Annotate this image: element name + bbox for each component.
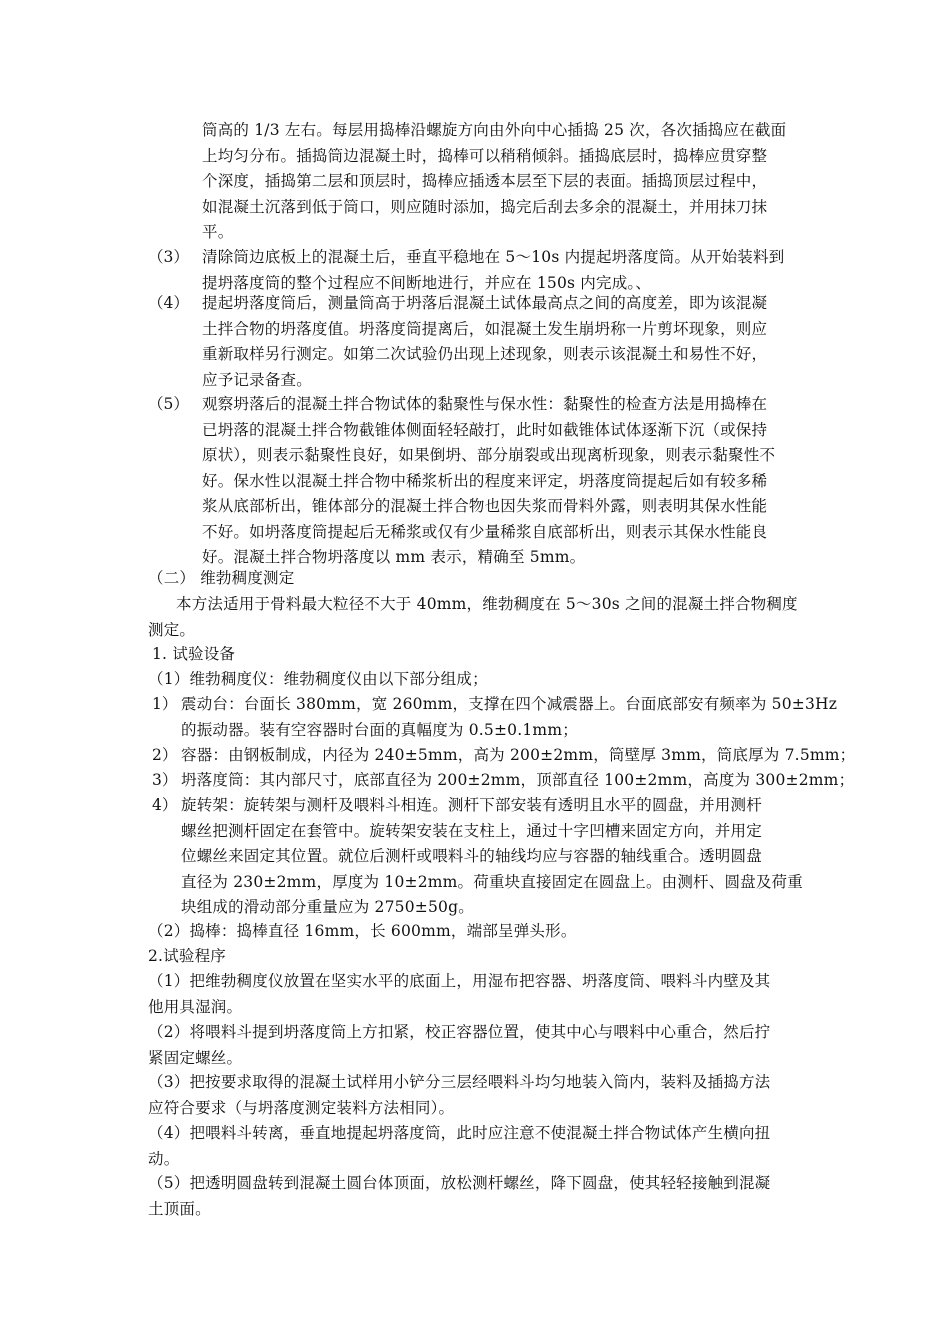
item-3-number: （3）: [148, 248, 189, 266]
text-line: 上均匀分布。插捣筒边混凝土时，捣棒可以稍稍倾斜。插捣底层时，捣棒应贯穿整: [202, 146, 768, 165]
sub-item-4-text: [181, 793, 803, 921]
text-line: 螺丝把测杆固定在套管中。旋转架安装在支柱上，通过十字凹槽来固定方向，并用定: [181, 821, 762, 840]
item-5-text: [202, 392, 775, 571]
text-line: 的振动器。装有空容器时台面的真幅度为 0.5±0.1mm；: [181, 720, 578, 739]
item-3-text: [202, 245, 784, 296]
text-line: 坍落度筒：其内部尺寸，底部直径为 200±2mm，顶部直径 100±2mm，高度为 300±2mm；: [181, 771, 855, 789]
item-2-continuation: [202, 118, 786, 246]
text-line: 提坍落度筒的整个过程应不间断地进行，并应在 150s 内完成。、: [202, 273, 652, 292]
text-line: 如混凝土沉落到低于筒口，则应随时添加，捣完后刮去多余的混凝土，并用抹刀抹: [202, 197, 768, 216]
text-line: 他用具湿润。: [148, 997, 243, 1016]
text-line: 好。保水性以混凝土拌合物中稀浆析出的程度来评定，坍落度筒提起后如有较多稀: [202, 471, 768, 490]
text-line: 观察坍落后的混凝土拌合物试体的黏聚性与保水性：黏聚性的检查方法是用捣棒在: [202, 395, 768, 413]
text-line: 块组成的滑动部分重量应为 2750±50g。: [181, 898, 474, 916]
text-line: 本方法适用于骨料最大粒径不大于 40mm，维勃稠度在 5～30s 之间的混凝土拌合物稠度: [176, 595, 798, 613]
equipment-heading-text: 1. 试验设备: [152, 645, 236, 663]
text-line: 应予记录备查。: [202, 370, 312, 389]
item-4-number: （4）: [148, 294, 189, 312]
text-line: （1）把维勃稠度仪放置在坚实水平的底面上，用湿布把容器、坍落度筒、喂料斗内壁及其: [148, 972, 771, 990]
text-line: 土顶面。: [148, 1199, 211, 1218]
section-heading: [148, 566, 294, 592]
text-line: 已坍落的混凝土拌合物截锥体侧面轻轻敲打，此时如截锥体试体逐渐下沉（或保持: [202, 420, 768, 439]
procedure-step-1: [148, 969, 770, 1020]
sub-item-3-text: [181, 768, 854, 794]
text-line: 提起坍落度筒后，测量筒高于坍落后混凝土试体最高点之间的高度差，即为该混凝: [202, 294, 768, 312]
text-line: （2）将喂料斗提到坍落度筒上方扣紧，校正容器位置，使其中心与喂料中心重合，然后拧: [148, 1023, 771, 1041]
sub-item-2-number: 2）: [152, 746, 178, 764]
text-line: 重新取样另行测定。如第二次试验仍出现上述现象，则表示该混凝土和易性不好，: [202, 345, 768, 363]
text-line: 不好。如坍落度筒提起后无稀浆或仅有少量稀浆自底部析出，则表示其保水性能良: [202, 522, 768, 541]
text-line: （1）维勃稠度仪：维勃稠度仪由以下部分组成；: [148, 670, 488, 688]
procedure-step-5: [148, 1171, 770, 1222]
item-5-number: （5）: [148, 395, 189, 413]
text-line: 容器：由钢板制成，内径为 240±5mm，高为 200±2mm，筒壁厚 3mm，筒底厚为 7.5mm；: [181, 746, 856, 764]
procedure-step-4: [148, 1121, 770, 1172]
procedure-step-3: [148, 1070, 770, 1121]
sub-item-2-text: [181, 743, 855, 769]
procedure-heading-text: 2.试验程序: [148, 947, 226, 965]
text-line: 测定。: [148, 620, 196, 639]
sub-item-1-text: [181, 692, 837, 743]
equipment-heading: [152, 642, 235, 668]
sub-item-3-number: 3）: [152, 771, 178, 789]
text-line: （2）捣棒：捣棒直径 16mm，长 600mm，端部呈弹头形。: [148, 922, 577, 940]
section-intro: [148, 592, 798, 643]
item-4-text: [202, 291, 767, 393]
text-line: 个深度，插捣第二层和顶层时，捣棒应插透本层至下层的表面。插捣顶层过程中，: [202, 172, 768, 190]
text-line: 原状），则表示黏聚性良好，如果倒坍、部分崩裂或出现离析现象，则表示黏聚性不: [202, 446, 776, 464]
text-line: 好。混凝土拌合物坍落度以 mm 表示，精确至 5mm。: [202, 548, 586, 566]
sub-item-1-number: 1）: [152, 695, 178, 713]
text-line: 动。: [148, 1149, 180, 1168]
text-line: 清除筒边底板上的混凝土后，垂直平稳地在 5～10s 内提起坍落度筒。从开始装料到: [202, 248, 785, 266]
text-line: 平。: [202, 223, 234, 241]
text-line: 筒高的 1/3 左右。每层用捣棒沿螺旋方向由外向中心插捣 25 次，各次插捣应在截面: [202, 121, 787, 139]
procedure-heading: [148, 944, 226, 970]
sub-item-4-number: 4）: [152, 796, 178, 814]
text-line: 紧固定螺丝。: [148, 1048, 243, 1067]
text-line: 土拌合物的坍落度值。坍落度筒提离后，如混凝土发生崩坍称一片剪坏现象，则应: [202, 319, 768, 338]
text-line: （5）把透明圆盘转到混凝土圆台体顶面，放松测杆螺丝，降下圆盘，使其轻轻接触到混凝: [148, 1174, 771, 1192]
text-line: 旋转架：旋转架与测杆及喂料斗相连。测杆下部安装有透明且水平的圆盘，并用测杆: [181, 796, 762, 814]
text-line: 位螺丝来固定其位置。就位后测杆或喂料斗的轴线均应与容器的轴线重合。透明圆盘: [181, 847, 762, 865]
equipment-item-2: [148, 919, 577, 945]
text-line: （3）把按要求取得的混凝土试样用小铲分三层经喂料斗均匀地装入筒内，装料及插捣方法: [148, 1073, 771, 1091]
text-line: 直径为 230±2mm，厚度为 10±2mm。荷重块直接固定在圆盘上。由测杆、圆盘及荷重: [181, 872, 803, 891]
text-line: 浆从底部析出，锥体部分的混凝土拌合物也因失浆而骨料外露，则表明其保水性能: [202, 497, 768, 515]
equipment-item-1: [148, 667, 488, 693]
section-heading-text: （二） 维勃稠度测定: [148, 569, 295, 587]
procedure-step-2: [148, 1020, 770, 1071]
text-line: 震动台：台面长 380mm，宽 260mm，支撑在四个减震器上。台面底部安有频率为 50±3Hz: [181, 695, 838, 713]
text-line: （4）把喂料斗转离，垂直地提起坍落度筒，此时应注意不使混凝土拌合物试体产生横向扭: [148, 1124, 771, 1142]
text-line: 应符合要求（与坍落度测定装料方法相同）。: [148, 1098, 455, 1117]
